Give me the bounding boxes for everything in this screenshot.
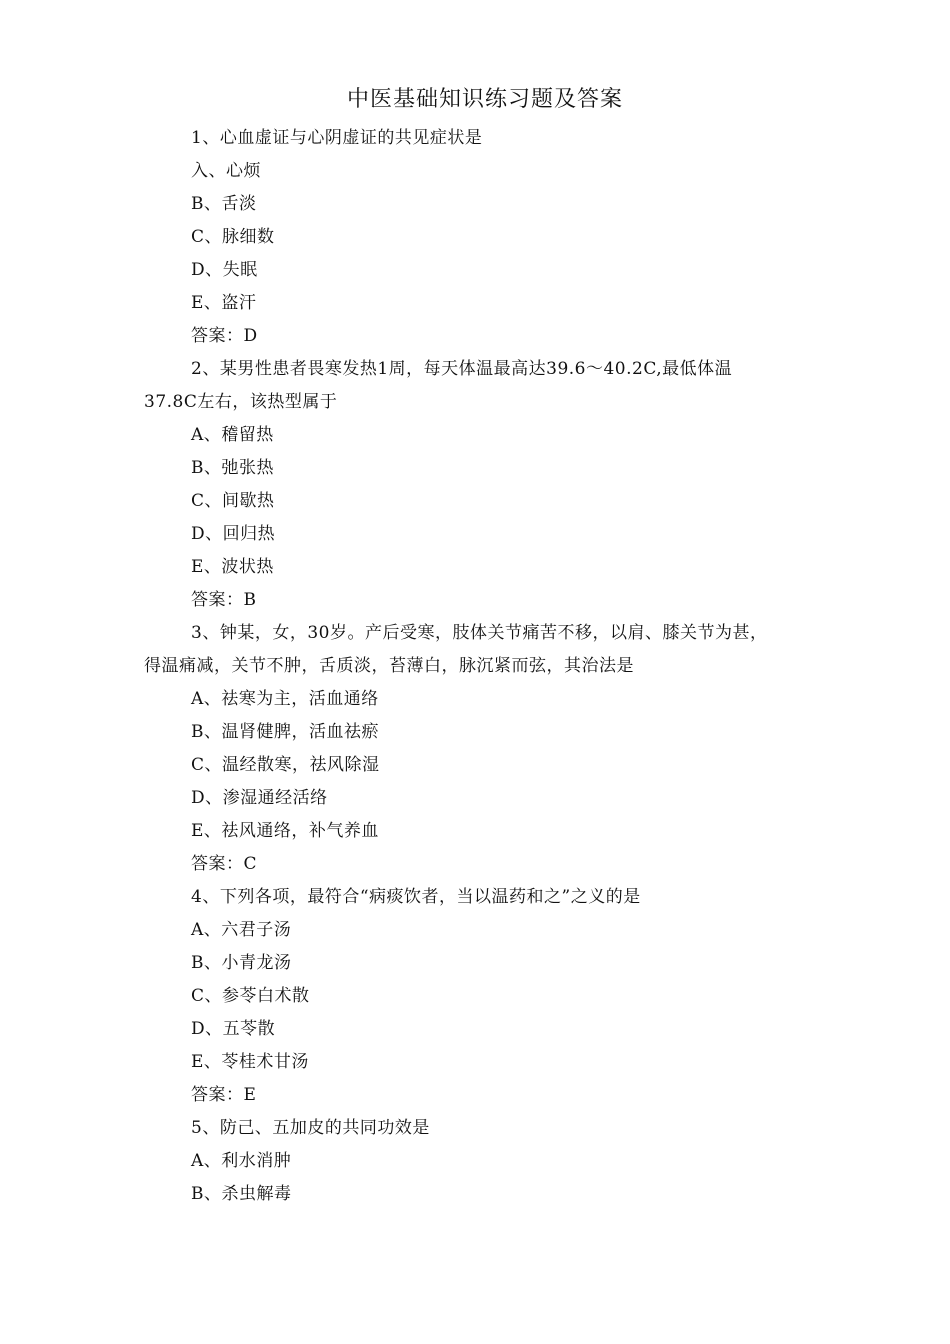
- text-line: B、弛张热: [191, 458, 274, 478]
- document-title: 中医基础知识练习题及答案: [346, 87, 623, 112]
- text-line: A、利水消肿: [191, 1151, 292, 1171]
- text-line: 4、下列各项，最符合“病痰饮者，当以温药和之”之义的是: [191, 887, 641, 907]
- text-line: D、回归热: [191, 524, 276, 544]
- text-line: 答案：C: [191, 854, 258, 874]
- text-line: 答案：D: [191, 326, 258, 346]
- text-line: 37.8C左右，该热型属于: [144, 392, 338, 412]
- text-line: D、渗湿通经活络: [191, 788, 328, 808]
- text-line: 2、某男性患者畏寒发热1周，每天体温最高达39.6〜40.2C,最低体温: [191, 359, 733, 379]
- text-line: 答案：B: [191, 590, 257, 610]
- text-line: B、小青龙汤: [191, 953, 292, 973]
- text-line: D、失眠: [191, 260, 258, 280]
- text-line: B、杀虫解毒: [191, 1184, 292, 1204]
- text-line: C、间歇热: [191, 491, 275, 511]
- text-line: A、稽留热: [191, 425, 274, 445]
- text-line: E、盗汗: [191, 293, 257, 313]
- text-line: E、苓桂术甘汤: [191, 1052, 309, 1072]
- text-line: C、参苓白术散: [191, 986, 310, 1006]
- text-line: 答案：E: [191, 1085, 257, 1105]
- text-line: 1、心血虚证与心阴虚证的共见症状是: [191, 128, 483, 148]
- document-body: [144, 122, 824, 1211]
- text-line: C、脉细数: [191, 227, 275, 247]
- text-line: D、五苓散: [191, 1019, 276, 1039]
- text-line: 3、钟某，女，30岁。产后受寒，肢体关节痛苦不移，以肩、膝关节为甚，: [191, 623, 768, 643]
- text-line: A、六君子汤: [191, 920, 292, 940]
- text-line: 入、心烦: [191, 161, 261, 181]
- text-line: E、波状热: [191, 557, 274, 577]
- text-line: B、舌淡: [191, 194, 257, 214]
- text-line: A、祛寒为主，活血通络: [191, 689, 379, 709]
- text-line: C、温经散寒，祛风除湿: [191, 755, 380, 775]
- text-line: E、祛风通络，补气养血: [191, 821, 379, 841]
- text-line: 5、防己、五加皮的共同功效是: [191, 1118, 430, 1138]
- text-line: B、温肾健脾，活血祛瘀: [191, 722, 379, 742]
- text-line: 得温痛减，关节不肿，舌质淡，苔薄白，脉沉紧而弦，其治法是: [144, 656, 634, 676]
